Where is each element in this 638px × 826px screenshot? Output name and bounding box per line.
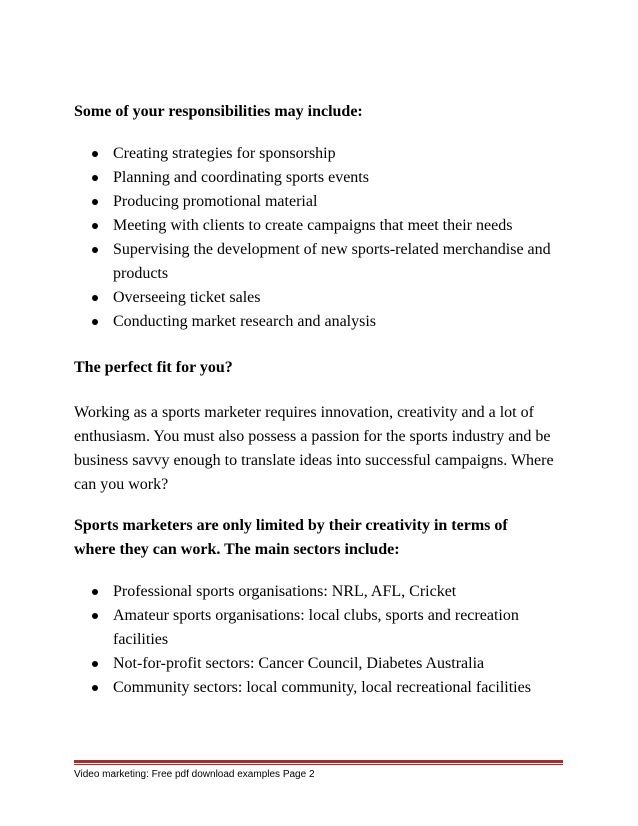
list-item-text: Meeting with clients to create campaigns that meet their needs bbox=[113, 217, 513, 234]
list-item bbox=[90, 142, 560, 166]
bullet-icon bbox=[92, 319, 98, 325]
list-item-text: Overseeing ticket sales bbox=[113, 289, 261, 306]
list-item bbox=[90, 310, 560, 334]
list-item bbox=[90, 676, 560, 700]
list-item bbox=[90, 190, 560, 214]
bullet-icon bbox=[92, 247, 98, 253]
bullet-icon bbox=[92, 295, 98, 301]
bullet-icon bbox=[92, 685, 98, 691]
list-item-text: Conducting market research and analysis bbox=[113, 313, 377, 330]
list-item-text: Planning and coordinating sports events bbox=[113, 169, 369, 186]
list-item bbox=[90, 652, 560, 676]
sectors-heading-line-1: Sports marketers are only limited by their creativity in terms of bbox=[74, 517, 508, 534]
bullet-icon bbox=[92, 175, 98, 181]
perfect-fit-paragraph: Working as a sports marketer requires innovation, creativity and a lot of enthusiasm. You must also possess a passion for the sports industry and be business savvy enough to translate ideas into successful campaigns. Where can you work? bbox=[74, 404, 554, 493]
perfect-fit-heading: The perfect fit for you? bbox=[74, 359, 233, 376]
list-item bbox=[90, 166, 560, 190]
sectors-heading-line-2: where they can work. The main sectors include: bbox=[74, 541, 400, 558]
bullet-icon bbox=[92, 661, 98, 667]
footer-text: Video marketing: Free pdf download examples Page 2 bbox=[74, 769, 315, 780]
list-item-text: Not-for-profit sectors: Cancer Council, Diabetes Australia bbox=[113, 655, 485, 672]
list-item-text: Producing promotional material bbox=[113, 193, 318, 210]
list-item-text: Professional sports organisations: NRL, AFL, Cricket bbox=[113, 583, 457, 600]
bullet-icon bbox=[92, 589, 98, 595]
list-item bbox=[90, 580, 560, 604]
responsibilities-heading: Some of your responsibilities may include: bbox=[74, 103, 363, 120]
bullet-icon bbox=[92, 151, 98, 157]
list-item-text: Amateur sports organisations: local clubs, sports and recreation facilities bbox=[113, 607, 519, 648]
bullet-icon bbox=[92, 223, 98, 229]
bullet-icon bbox=[92, 199, 98, 205]
bullet-icon bbox=[92, 613, 98, 619]
list-item bbox=[90, 604, 560, 652]
list-item-text: Supervising the development of new sports-related merchandise and products bbox=[113, 241, 551, 282]
list-item bbox=[90, 238, 560, 286]
sectors-list bbox=[90, 580, 560, 700]
list-item-text: Creating strategies for sponsorship bbox=[113, 145, 336, 162]
list-item-text: Community sectors: local community, local recreational facilities bbox=[113, 679, 531, 696]
list-item bbox=[90, 214, 560, 238]
responsibilities-list bbox=[90, 142, 560, 334]
footer-divider bbox=[74, 760, 563, 765]
list-item bbox=[90, 286, 560, 310]
